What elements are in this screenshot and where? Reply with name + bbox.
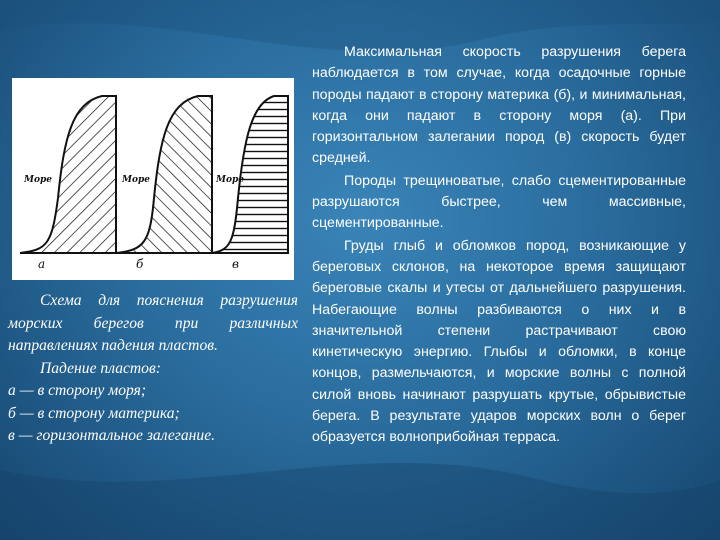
label-sea-a: Море xyxy=(24,175,52,185)
label-a: а xyxy=(38,257,46,271)
caption-legend-item-a: а — в сторону моря; xyxy=(8,382,147,399)
label-sea-c: Море xyxy=(216,175,244,185)
label-sea-b: Море xyxy=(122,175,150,185)
label-b: б xyxy=(136,257,144,271)
label-c: в xyxy=(232,257,239,271)
paragraph-3: Груды глыб и обломков пород, возникающие у береговых склонов, на некоторое время защищают береговые скалы и утесы от дальнейшего разрушения. Набегающие волны разбиваются о них и в значительной степени растрачивают свою кинетическую энергию. Глыбы и обломки, в конце концов, размельчаются, и морские волны с полной силой вновь начинают разрушать крутые, обрывистые берега. В результате ударов морских волн о берег образуется волноприбойная терраса. xyxy=(312,237,686,446)
figure-caption xyxy=(8,290,298,448)
caption-legend-title: Падение пластов: xyxy=(40,359,161,377)
caption-legend-item-b: б — в сторону материка; xyxy=(8,404,180,422)
paragraph-1: Максимальная скорость разрушения берега наблюдается в том случае, когда осадочные горные породы падают в сторону материка (б), и минимальная, когда они падают в сторону моря (а). При горизонтальном залегании пород (в) скорость будет средней. xyxy=(312,44,686,167)
coast-erosion-figure xyxy=(12,78,294,280)
caption-legend-item-c: в — горизонтальное залегание. xyxy=(8,427,216,444)
caption-title: Схема для пояснения разрушения морских берегов при различных направлениях падения пластов. xyxy=(8,292,298,354)
main-text xyxy=(312,42,686,450)
paragraph-2: Породы трещиноватые, слабо сцементированные разрушаются быстрее, чем массивные, сцементированные. xyxy=(312,172,686,232)
